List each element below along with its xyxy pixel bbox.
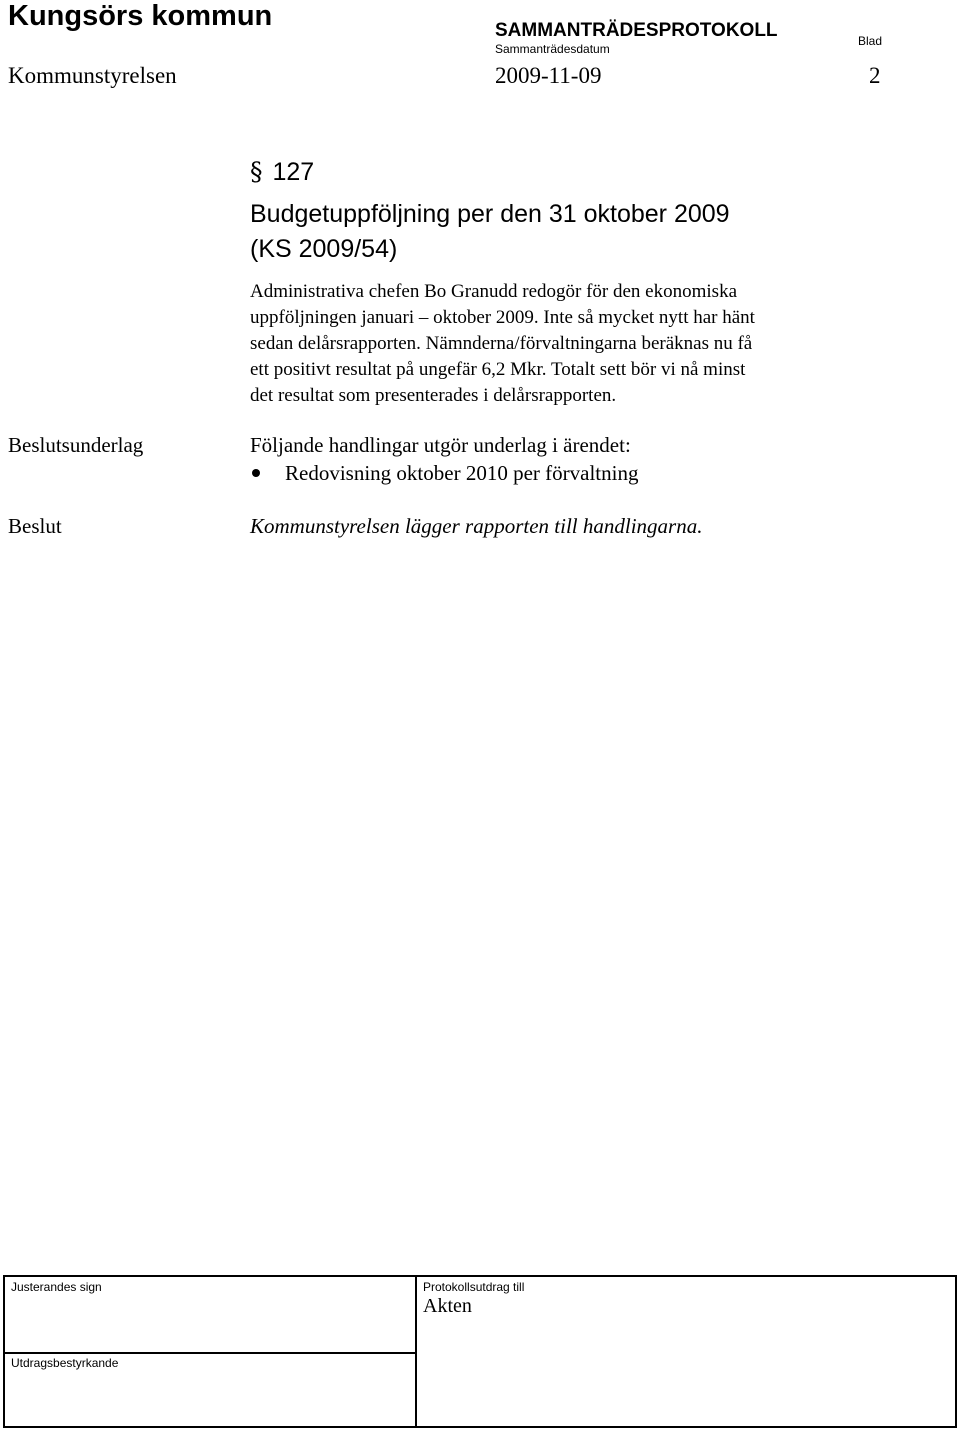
meeting-date-label: Sammanträdesdatum: [495, 42, 610, 56]
section-sign: §: [250, 157, 263, 186]
description-line: det resultat som presenterades i delårsrapporten.: [250, 385, 617, 406]
signature-box: [3, 1275, 957, 1428]
description-line: ett positivt resultat på ungefär 6,2 Mkr. Totalt sett bör vi nå minst: [250, 359, 746, 380]
basis-label: Beslutsunderlag: [8, 433, 144, 457]
basis-intro: Följande handlingar utgör underlag i ärendet:: [250, 433, 631, 457]
decision-text: Kommunstyrelsen lägger rapporten till handlingarna.: [250, 514, 703, 538]
page-label: Blad: [858, 34, 883, 48]
meeting-date: 2009-11-09: [495, 63, 602, 88]
municipality-name: Kungsörs kommun: [8, 0, 273, 32]
paragraph-number-value: 127: [272, 158, 315, 186]
paragraph-number: [250, 157, 314, 187]
board-name: Kommunstyrelsen: [8, 63, 177, 88]
bullet-icon: [252, 469, 260, 477]
basis-document: Redovisning oktober 2010 per förvaltning: [285, 461, 639, 485]
description-line: uppföljningen januari – oktober 2009. Inte så mycket nytt har hänt: [250, 307, 755, 328]
box-divider: [5, 1352, 415, 1354]
page-number: 2: [869, 63, 881, 88]
extract-label: Protokollsutdrag till: [423, 1280, 525, 1294]
document-type: SAMMANTRÄDESPROTOKOLL: [495, 20, 778, 41]
item-description: [250, 279, 890, 409]
case-number: (KS 2009/54): [250, 235, 398, 263]
description-line: sedan delårsrapporten. Nämnderna/förvaltningarna beräknas nu få: [250, 333, 753, 354]
certifier-label: Utdragsbestyrkande: [11, 1356, 119, 1370]
decision-label: Beslut: [8, 514, 62, 538]
basis-list-item: [250, 461, 638, 486]
extract-recipient: Akten: [423, 1295, 472, 1317]
box-divider: [415, 1277, 417, 1426]
signer-label: Justerandes sign: [11, 1280, 102, 1294]
description-line: Administrativa chefen Bo Granudd redogör för den ekonomiska: [250, 281, 738, 302]
item-title: Budgetuppföljning per den 31 oktober 2009: [250, 200, 730, 228]
